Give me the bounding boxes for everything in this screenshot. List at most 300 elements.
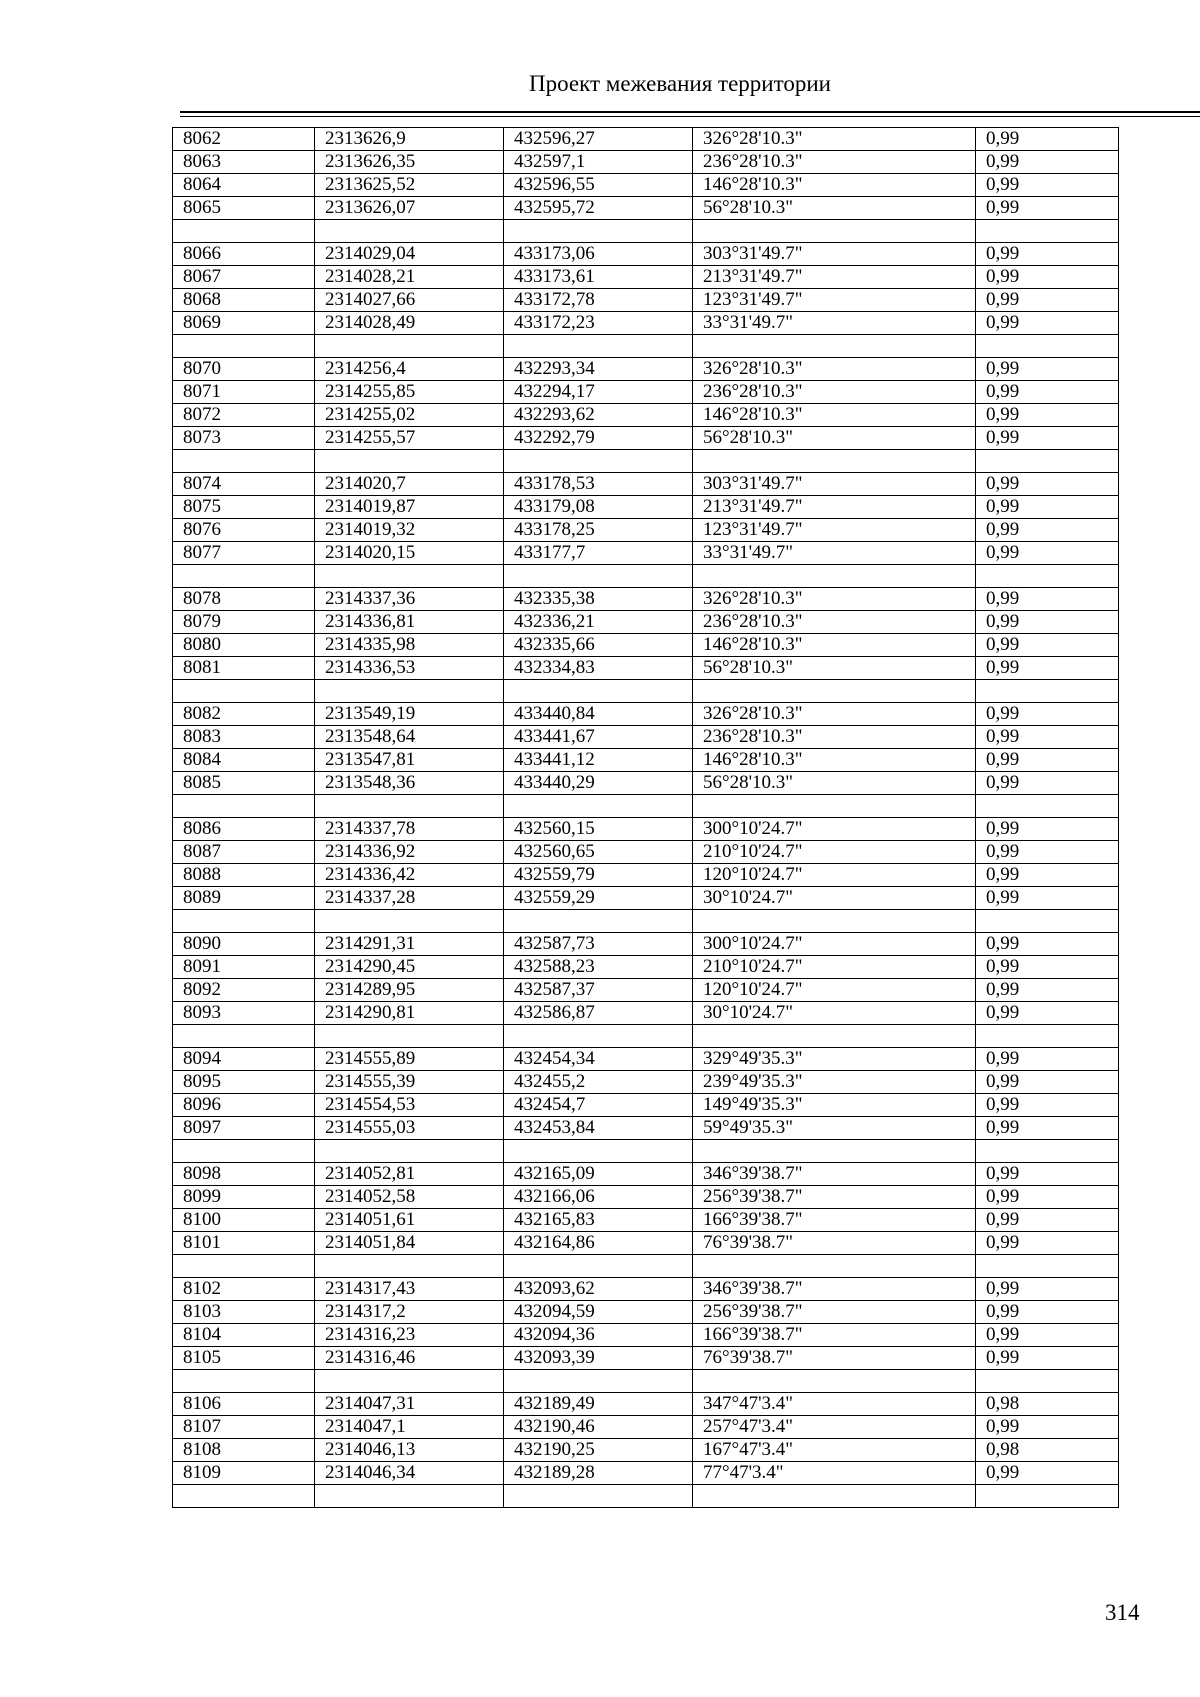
direction-angle-cell: 326°28'10.3" bbox=[693, 588, 976, 611]
direction-angle-cell: 326°28'10.3" bbox=[693, 703, 976, 726]
x-coordinate-cell: 2314337,28 bbox=[315, 887, 504, 910]
distance-cell: 0,99 bbox=[976, 266, 1119, 289]
table-row bbox=[173, 197, 1119, 220]
table-row bbox=[173, 1094, 1119, 1117]
x-coordinate-cell: 2314290,45 bbox=[315, 956, 504, 979]
empty-cell bbox=[693, 1025, 976, 1048]
empty-cell bbox=[976, 1255, 1119, 1278]
table-row bbox=[173, 427, 1119, 450]
empty-cell bbox=[173, 450, 315, 473]
header-rule-thick bbox=[180, 111, 1200, 113]
distance-cell: 0,99 bbox=[976, 818, 1119, 841]
direction-angle-cell: 33°31'49.7" bbox=[693, 542, 976, 565]
direction-angle-cell: 59°49'35.3" bbox=[693, 1117, 976, 1140]
point-number-cell: 8101 bbox=[173, 1232, 315, 1255]
y-coordinate-cell: 432164,86 bbox=[504, 1232, 693, 1255]
distance-cell: 0,99 bbox=[976, 887, 1119, 910]
empty-cell bbox=[693, 1140, 976, 1163]
table-row bbox=[173, 1278, 1119, 1301]
y-coordinate-cell: 433178,25 bbox=[504, 519, 693, 542]
empty-cell bbox=[504, 220, 693, 243]
table-row bbox=[173, 243, 1119, 266]
empty-cell bbox=[976, 565, 1119, 588]
empty-cell bbox=[315, 335, 504, 358]
distance-cell: 0,99 bbox=[976, 864, 1119, 887]
distance-cell: 0,99 bbox=[976, 1209, 1119, 1232]
y-coordinate-cell: 432293,62 bbox=[504, 404, 693, 427]
direction-angle-cell: 346°39'38.7" bbox=[693, 1163, 976, 1186]
empty-cell bbox=[315, 795, 504, 818]
point-number-cell: 8092 bbox=[173, 979, 315, 1002]
direction-angle-cell: 303°31'49.7" bbox=[693, 473, 976, 496]
empty-cell bbox=[504, 1370, 693, 1393]
x-coordinate-cell: 2314019,87 bbox=[315, 496, 504, 519]
empty-cell bbox=[504, 795, 693, 818]
empty-cell bbox=[504, 335, 693, 358]
direction-angle-cell: 256°39'38.7" bbox=[693, 1186, 976, 1209]
empty-cell bbox=[504, 1140, 693, 1163]
distance-cell: 0,99 bbox=[976, 1462, 1119, 1485]
y-coordinate-cell: 432294,17 bbox=[504, 381, 693, 404]
y-coordinate-cell: 432586,87 bbox=[504, 1002, 693, 1025]
point-number-cell: 8094 bbox=[173, 1048, 315, 1071]
x-coordinate-cell: 2313547,81 bbox=[315, 749, 504, 772]
group-separator-row bbox=[173, 565, 1119, 588]
table-row bbox=[173, 1209, 1119, 1232]
y-coordinate-cell: 433177,7 bbox=[504, 542, 693, 565]
x-coordinate-cell: 2314555,39 bbox=[315, 1071, 504, 1094]
distance-cell: 0,99 bbox=[976, 519, 1119, 542]
y-coordinate-cell: 432093,39 bbox=[504, 1347, 693, 1370]
table-row bbox=[173, 1439, 1119, 1462]
table-row bbox=[173, 358, 1119, 381]
table-row bbox=[173, 473, 1119, 496]
y-coordinate-cell: 432596,55 bbox=[504, 174, 693, 197]
distance-cell: 0,99 bbox=[976, 933, 1119, 956]
direction-angle-cell: 166°39'38.7" bbox=[693, 1209, 976, 1232]
x-coordinate-cell: 2314052,81 bbox=[315, 1163, 504, 1186]
point-number-cell: 8072 bbox=[173, 404, 315, 427]
distance-cell: 0,99 bbox=[976, 841, 1119, 864]
empty-cell bbox=[315, 1485, 504, 1508]
distance-cell: 0,99 bbox=[976, 473, 1119, 496]
empty-cell bbox=[173, 1370, 315, 1393]
empty-cell bbox=[173, 565, 315, 588]
distance-cell: 0,99 bbox=[976, 703, 1119, 726]
empty-cell bbox=[693, 1485, 976, 1508]
point-number-cell: 8109 bbox=[173, 1462, 315, 1485]
y-coordinate-cell: 432292,79 bbox=[504, 427, 693, 450]
table-row bbox=[173, 749, 1119, 772]
distance-cell: 0,99 bbox=[976, 634, 1119, 657]
x-coordinate-cell: 2314255,02 bbox=[315, 404, 504, 427]
y-coordinate-cell: 433173,06 bbox=[504, 243, 693, 266]
y-coordinate-cell: 432596,27 bbox=[504, 128, 693, 151]
table-row bbox=[173, 542, 1119, 565]
y-coordinate-cell: 432094,36 bbox=[504, 1324, 693, 1347]
empty-cell bbox=[173, 335, 315, 358]
empty-cell bbox=[173, 1025, 315, 1048]
y-coordinate-cell: 432595,72 bbox=[504, 197, 693, 220]
x-coordinate-cell: 2314336,92 bbox=[315, 841, 504, 864]
point-number-cell: 8100 bbox=[173, 1209, 315, 1232]
y-coordinate-cell: 432190,46 bbox=[504, 1416, 693, 1439]
x-coordinate-cell: 2314317,2 bbox=[315, 1301, 504, 1324]
empty-cell bbox=[173, 1255, 315, 1278]
point-number-cell: 8068 bbox=[173, 289, 315, 312]
empty-cell bbox=[315, 1255, 504, 1278]
distance-cell: 0,99 bbox=[976, 542, 1119, 565]
point-number-cell: 8085 bbox=[173, 772, 315, 795]
x-coordinate-cell: 2314047,31 bbox=[315, 1393, 504, 1416]
y-coordinate-cell: 432454,7 bbox=[504, 1094, 693, 1117]
empty-cell bbox=[173, 910, 315, 933]
empty-cell bbox=[315, 910, 504, 933]
distance-cell: 0,99 bbox=[976, 956, 1119, 979]
direction-angle-cell: 236°28'10.3" bbox=[693, 726, 976, 749]
direction-angle-cell: 76°39'38.7" bbox=[693, 1347, 976, 1370]
y-coordinate-cell: 432559,29 bbox=[504, 887, 693, 910]
distance-cell: 0,99 bbox=[976, 289, 1119, 312]
group-separator-row bbox=[173, 1140, 1119, 1163]
group-separator-row bbox=[173, 220, 1119, 243]
group-separator-row bbox=[173, 335, 1119, 358]
table-row bbox=[173, 1347, 1119, 1370]
point-number-cell: 8099 bbox=[173, 1186, 315, 1209]
y-coordinate-cell: 433179,08 bbox=[504, 496, 693, 519]
x-coordinate-cell: 2314020,7 bbox=[315, 473, 504, 496]
distance-cell: 0,99 bbox=[976, 151, 1119, 174]
empty-cell bbox=[504, 910, 693, 933]
empty-cell bbox=[976, 1140, 1119, 1163]
x-coordinate-cell: 2314335,98 bbox=[315, 634, 504, 657]
distance-cell: 0,99 bbox=[976, 1416, 1119, 1439]
table-row bbox=[173, 174, 1119, 197]
direction-angle-cell: 56°28'10.3" bbox=[693, 657, 976, 680]
point-number-cell: 8098 bbox=[173, 1163, 315, 1186]
point-number-cell: 8083 bbox=[173, 726, 315, 749]
empty-cell bbox=[693, 795, 976, 818]
table-row bbox=[173, 151, 1119, 174]
x-coordinate-cell: 2314019,32 bbox=[315, 519, 504, 542]
table-row bbox=[173, 1416, 1119, 1439]
point-number-cell: 8108 bbox=[173, 1439, 315, 1462]
point-number-cell: 8095 bbox=[173, 1071, 315, 1094]
table-row bbox=[173, 1324, 1119, 1347]
empty-cell bbox=[976, 220, 1119, 243]
x-coordinate-cell: 2314255,57 bbox=[315, 427, 504, 450]
empty-cell bbox=[693, 1255, 976, 1278]
table-row bbox=[173, 703, 1119, 726]
direction-angle-cell: 123°31'49.7" bbox=[693, 519, 976, 542]
table-row bbox=[173, 289, 1119, 312]
y-coordinate-cell: 432454,34 bbox=[504, 1048, 693, 1071]
point-number-cell: 8089 bbox=[173, 887, 315, 910]
point-number-cell: 8086 bbox=[173, 818, 315, 841]
y-coordinate-cell: 433172,78 bbox=[504, 289, 693, 312]
distance-cell: 0,99 bbox=[976, 1002, 1119, 1025]
point-number-cell: 8074 bbox=[173, 473, 315, 496]
y-coordinate-cell: 432453,84 bbox=[504, 1117, 693, 1140]
x-coordinate-cell: 2313548,36 bbox=[315, 772, 504, 795]
y-coordinate-cell: 432093,62 bbox=[504, 1278, 693, 1301]
point-number-cell: 8062 bbox=[173, 128, 315, 151]
empty-cell bbox=[173, 1485, 315, 1508]
direction-angle-cell: 239°49'35.3" bbox=[693, 1071, 976, 1094]
page-header-title: Проект межевания территории bbox=[529, 71, 831, 96]
empty-cell bbox=[315, 450, 504, 473]
empty-cell bbox=[693, 220, 976, 243]
point-number-cell: 8090 bbox=[173, 933, 315, 956]
table-row bbox=[173, 588, 1119, 611]
x-coordinate-cell: 2314316,23 bbox=[315, 1324, 504, 1347]
point-number-cell: 8063 bbox=[173, 151, 315, 174]
table-row bbox=[173, 1462, 1119, 1485]
x-coordinate-cell: 2313626,07 bbox=[315, 197, 504, 220]
x-coordinate-cell: 2314046,34 bbox=[315, 1462, 504, 1485]
direction-angle-cell: 167°47'3.4" bbox=[693, 1439, 976, 1462]
table-row bbox=[173, 1232, 1119, 1255]
group-separator-row bbox=[173, 680, 1119, 703]
y-coordinate-cell: 432190,25 bbox=[504, 1439, 693, 1462]
x-coordinate-cell: 2314046,13 bbox=[315, 1439, 504, 1462]
y-coordinate-cell: 433441,12 bbox=[504, 749, 693, 772]
table-row bbox=[173, 266, 1119, 289]
empty-cell bbox=[315, 1025, 504, 1048]
group-separator-row bbox=[173, 1255, 1119, 1278]
y-coordinate-cell: 433173,61 bbox=[504, 266, 693, 289]
y-coordinate-cell: 432336,21 bbox=[504, 611, 693, 634]
table-row bbox=[173, 634, 1119, 657]
x-coordinate-cell: 2314052,58 bbox=[315, 1186, 504, 1209]
table-row bbox=[173, 933, 1119, 956]
point-number-cell: 8065 bbox=[173, 197, 315, 220]
empty-cell bbox=[173, 220, 315, 243]
x-coordinate-cell: 2314555,03 bbox=[315, 1117, 504, 1140]
distance-cell: 0,99 bbox=[976, 1163, 1119, 1186]
table-row bbox=[173, 312, 1119, 335]
direction-angle-cell: 300°10'24.7" bbox=[693, 818, 976, 841]
distance-cell: 0,99 bbox=[976, 404, 1119, 427]
empty-cell bbox=[173, 795, 315, 818]
distance-cell: 0,99 bbox=[976, 1048, 1119, 1071]
direction-angle-cell: 149°49'35.3" bbox=[693, 1094, 976, 1117]
direction-angle-cell: 76°39'38.7" bbox=[693, 1232, 976, 1255]
distance-cell: 0,99 bbox=[976, 979, 1119, 1002]
empty-cell bbox=[693, 680, 976, 703]
coordinates-table bbox=[172, 127, 1119, 1508]
x-coordinate-cell: 2314020,15 bbox=[315, 542, 504, 565]
x-coordinate-cell: 2314316,46 bbox=[315, 1347, 504, 1370]
empty-cell bbox=[315, 680, 504, 703]
x-coordinate-cell: 2314028,49 bbox=[315, 312, 504, 335]
y-coordinate-cell: 432597,1 bbox=[504, 151, 693, 174]
group-separator-row bbox=[173, 910, 1119, 933]
empty-cell bbox=[693, 910, 976, 933]
x-coordinate-cell: 2313549,19 bbox=[315, 703, 504, 726]
x-coordinate-cell: 2314555,89 bbox=[315, 1048, 504, 1071]
direction-angle-cell: 33°31'49.7" bbox=[693, 312, 976, 335]
distance-cell: 0,99 bbox=[976, 1347, 1119, 1370]
distance-cell: 0,99 bbox=[976, 496, 1119, 519]
table-row bbox=[173, 887, 1119, 910]
empty-cell bbox=[976, 1370, 1119, 1393]
table-row bbox=[173, 1048, 1119, 1071]
empty-cell bbox=[504, 1025, 693, 1048]
y-coordinate-cell: 433178,53 bbox=[504, 473, 693, 496]
direction-angle-cell: 146°28'10.3" bbox=[693, 634, 976, 657]
group-separator-row bbox=[173, 450, 1119, 473]
empty-cell bbox=[976, 795, 1119, 818]
table-row bbox=[173, 772, 1119, 795]
y-coordinate-cell: 432588,23 bbox=[504, 956, 693, 979]
distance-cell: 0,99 bbox=[976, 588, 1119, 611]
y-coordinate-cell: 432165,09 bbox=[504, 1163, 693, 1186]
empty-cell bbox=[315, 565, 504, 588]
distance-cell: 0,99 bbox=[976, 174, 1119, 197]
x-coordinate-cell: 2314290,81 bbox=[315, 1002, 504, 1025]
direction-angle-cell: 303°31'49.7" bbox=[693, 243, 976, 266]
direction-angle-cell: 56°28'10.3" bbox=[693, 197, 976, 220]
empty-cell bbox=[693, 335, 976, 358]
empty-cell bbox=[504, 1255, 693, 1278]
y-coordinate-cell: 432587,73 bbox=[504, 933, 693, 956]
x-coordinate-cell: 2314047,1 bbox=[315, 1416, 504, 1439]
direction-angle-cell: 120°10'24.7" bbox=[693, 979, 976, 1002]
point-number-cell: 8082 bbox=[173, 703, 315, 726]
direction-angle-cell: 329°49'35.3" bbox=[693, 1048, 976, 1071]
point-number-cell: 8067 bbox=[173, 266, 315, 289]
table-row bbox=[173, 657, 1119, 680]
direction-angle-cell: 236°28'10.3" bbox=[693, 611, 976, 634]
point-number-cell: 8093 bbox=[173, 1002, 315, 1025]
point-number-cell: 8105 bbox=[173, 1347, 315, 1370]
x-coordinate-cell: 2314027,66 bbox=[315, 289, 504, 312]
distance-cell: 0,99 bbox=[976, 772, 1119, 795]
distance-cell: 0,99 bbox=[976, 1301, 1119, 1324]
x-coordinate-cell: 2313626,9 bbox=[315, 128, 504, 151]
direction-angle-cell: 257°47'3.4" bbox=[693, 1416, 976, 1439]
point-number-cell: 8080 bbox=[173, 634, 315, 657]
group-separator-row bbox=[173, 795, 1119, 818]
empty-cell bbox=[173, 680, 315, 703]
distance-cell: 0,99 bbox=[976, 1278, 1119, 1301]
direction-angle-cell: 347°47'3.4" bbox=[693, 1393, 976, 1416]
x-coordinate-cell: 2314336,42 bbox=[315, 864, 504, 887]
table-row bbox=[173, 956, 1119, 979]
direction-angle-cell: 77°47'3.4" bbox=[693, 1462, 976, 1485]
point-number-cell: 8081 bbox=[173, 657, 315, 680]
table-row bbox=[173, 1186, 1119, 1209]
distance-cell: 0,99 bbox=[976, 243, 1119, 266]
empty-cell bbox=[504, 450, 693, 473]
table-row bbox=[173, 1393, 1119, 1416]
distance-cell: 0,99 bbox=[976, 1094, 1119, 1117]
empty-cell bbox=[976, 680, 1119, 703]
direction-angle-cell: 210°10'24.7" bbox=[693, 956, 976, 979]
direction-angle-cell: 146°28'10.3" bbox=[693, 749, 976, 772]
direction-angle-cell: 213°31'49.7" bbox=[693, 496, 976, 519]
group-separator-row bbox=[173, 1025, 1119, 1048]
empty-cell bbox=[976, 450, 1119, 473]
distance-cell: 0,98 bbox=[976, 1393, 1119, 1416]
empty-cell bbox=[315, 1370, 504, 1393]
y-coordinate-cell: 433440,84 bbox=[504, 703, 693, 726]
point-number-cell: 8097 bbox=[173, 1117, 315, 1140]
x-coordinate-cell: 2314051,84 bbox=[315, 1232, 504, 1255]
point-number-cell: 8077 bbox=[173, 542, 315, 565]
empty-cell bbox=[976, 910, 1119, 933]
direction-angle-cell: 326°28'10.3" bbox=[693, 128, 976, 151]
point-number-cell: 8104 bbox=[173, 1324, 315, 1347]
table-row bbox=[173, 381, 1119, 404]
table-row bbox=[173, 726, 1119, 749]
distance-cell: 0,99 bbox=[976, 1186, 1119, 1209]
direction-angle-cell: 120°10'24.7" bbox=[693, 864, 976, 887]
distance-cell: 0,99 bbox=[976, 1071, 1119, 1094]
table-row bbox=[173, 1002, 1119, 1025]
y-coordinate-cell: 432166,06 bbox=[504, 1186, 693, 1209]
empty-cell bbox=[504, 1485, 693, 1508]
x-coordinate-cell: 2313548,64 bbox=[315, 726, 504, 749]
x-coordinate-cell: 2314336,53 bbox=[315, 657, 504, 680]
point-number-cell: 8070 bbox=[173, 358, 315, 381]
direction-angle-cell: 300°10'24.7" bbox=[693, 933, 976, 956]
empty-cell bbox=[693, 450, 976, 473]
point-number-cell: 8064 bbox=[173, 174, 315, 197]
table-row bbox=[173, 404, 1119, 427]
table-row bbox=[173, 128, 1119, 151]
y-coordinate-cell: 432334,83 bbox=[504, 657, 693, 680]
point-number-cell: 8066 bbox=[173, 243, 315, 266]
group-separator-row bbox=[173, 1370, 1119, 1393]
table-row bbox=[173, 864, 1119, 887]
page-number: 314 bbox=[1105, 1600, 1140, 1625]
y-coordinate-cell: 433440,29 bbox=[504, 772, 693, 795]
y-coordinate-cell: 432335,38 bbox=[504, 588, 693, 611]
point-number-cell: 8075 bbox=[173, 496, 315, 519]
table-row bbox=[173, 519, 1119, 542]
table-row bbox=[173, 1117, 1119, 1140]
empty-cell bbox=[976, 1485, 1119, 1508]
point-number-cell: 8069 bbox=[173, 312, 315, 335]
y-coordinate-cell: 433441,67 bbox=[504, 726, 693, 749]
direction-angle-cell: 146°28'10.3" bbox=[693, 404, 976, 427]
x-coordinate-cell: 2314337,36 bbox=[315, 588, 504, 611]
y-coordinate-cell: 433172,23 bbox=[504, 312, 693, 335]
direction-angle-cell: 146°28'10.3" bbox=[693, 174, 976, 197]
distance-cell: 0,99 bbox=[976, 657, 1119, 680]
direction-angle-cell: 346°39'38.7" bbox=[693, 1278, 976, 1301]
direction-angle-cell: 256°39'38.7" bbox=[693, 1301, 976, 1324]
x-coordinate-cell: 2314029,04 bbox=[315, 243, 504, 266]
table-row bbox=[173, 496, 1119, 519]
x-coordinate-cell: 2314291,31 bbox=[315, 933, 504, 956]
y-coordinate-cell: 432293,34 bbox=[504, 358, 693, 381]
table-row bbox=[173, 1301, 1119, 1324]
y-coordinate-cell: 432560,15 bbox=[504, 818, 693, 841]
direction-angle-cell: 56°28'10.3" bbox=[693, 427, 976, 450]
distance-cell: 0,99 bbox=[976, 1324, 1119, 1347]
direction-angle-cell: 123°31'49.7" bbox=[693, 289, 976, 312]
x-coordinate-cell: 2313625,52 bbox=[315, 174, 504, 197]
y-coordinate-cell: 432189,49 bbox=[504, 1393, 693, 1416]
empty-cell bbox=[976, 335, 1119, 358]
y-coordinate-cell: 432335,66 bbox=[504, 634, 693, 657]
direction-angle-cell: 236°28'10.3" bbox=[693, 151, 976, 174]
empty-cell bbox=[693, 565, 976, 588]
x-coordinate-cell: 2314051,61 bbox=[315, 1209, 504, 1232]
